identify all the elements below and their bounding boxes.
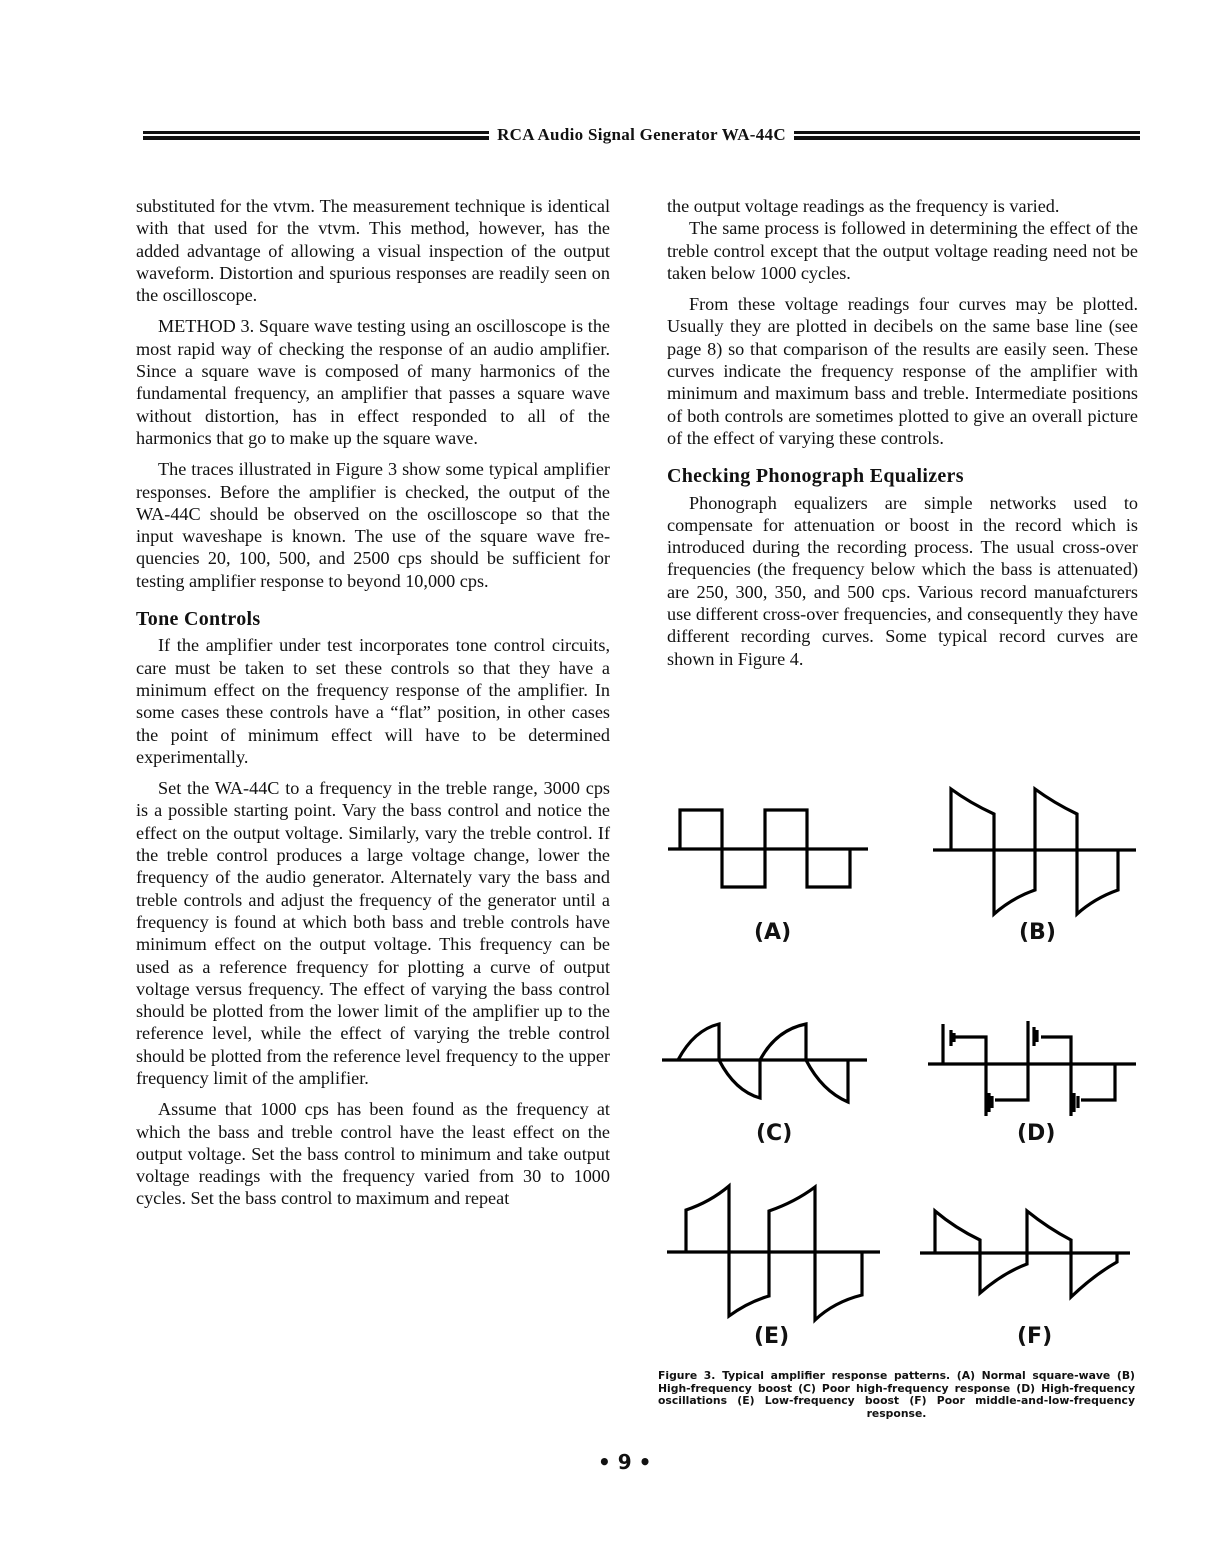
waveform-f xyxy=(920,1211,1130,1297)
paragraph: The same process is followed in determining the effect of the treble control except that the output voltage reading need not be taken below 1000 cycles. xyxy=(667,218,1138,283)
figure-3 xyxy=(655,778,1150,1368)
figure-caption: Figure 3. Typical amplifier response patterns. (A) Normal square-wave (B) High-frequency boost (C) Poor high-frequency response (D) High-frequency oscillations (E) Low-frequency boost (F) Poor middle-and-low-frequency response. xyxy=(658,1369,1135,1420)
header-rule-left xyxy=(143,131,489,140)
trace-d xyxy=(943,1021,1115,1116)
running-header xyxy=(143,124,1140,146)
waveform-diagrams xyxy=(655,778,1150,1368)
figure-label-c: (C) xyxy=(756,1121,793,1146)
page-number: • 9 • xyxy=(598,1450,652,1474)
figure-label-d: (D) xyxy=(1017,1121,1056,1146)
figure-label-b: (B) xyxy=(1019,920,1056,945)
waveform-b xyxy=(933,789,1136,914)
section-heading-phonograph-equalizers: Checking Phonograph Equalizers xyxy=(667,465,964,488)
paragraph: METHOD 3. Square wave testing using an oscilloscope is the most rapid way of checking the response of an audio amplifier. Since a square wave is composed of many harmonics of the fundamental frequency, an amplifier that passes a square wave without distortion, has in effect responded to all of the harmonics that go to make up the square wave. xyxy=(136,316,610,448)
section-heading-tone-controls: Tone Controls xyxy=(136,608,261,631)
header-rule-right xyxy=(794,131,1140,140)
paragraph: The traces illustrated in Figure 3 show some typical amplifier responses. Before the amplifier is checked, the output of the WA-44C should be observed on the oscilloscope so that the input waveshape is known. The use of the square wave frequencies 20, 100, 500, and 2500 cps should be sufficient for testing amplifier response to beyond 10,000 cps. xyxy=(136,459,610,591)
waveform-e xyxy=(667,1186,880,1320)
figure-label-e: (E) xyxy=(754,1324,790,1349)
waveform-d xyxy=(928,1021,1136,1116)
paragraph: Assume that 1000 cps has been found as the frequency at which the bass and treble control have the least effect on the output voltage. Set the bass control to minimum and take output voltage readings with the frequency varied from 30 to 1000 cycles. Set the bass control to maximum and repeat xyxy=(136,1099,610,1209)
paragraph: If the amplifier under test incorporates tone control circuits, care must be taken to set these controls so that they have a minimum effect on the frequency response of the amplifier. In some cases these controls have a “flat” position, in other cases the point of minimum effect will have to be determined experimentally. xyxy=(136,635,610,767)
paragraph: the output voltage readings as the frequency is varied. xyxy=(667,196,1060,216)
figure-label-a: (A) xyxy=(754,920,792,945)
waveform-a xyxy=(668,810,868,887)
paragraph: substituted for the vtvm. The measurement technique is identical with that used for the vtvm. This method, however, has the added advantage of allowing a visual inspection of the output waveform. Distortion and spurious responses are readily seen on the oscilloscope. xyxy=(136,196,610,306)
right-column xyxy=(667,195,1138,679)
waveform-c xyxy=(662,1024,867,1102)
paragraph: Phonograph equalizers are simple networks used to compensate for attenuation or boost in the record which is introduced during the recording process. The usual cross-over frequencies (the frequency below which the bass is attenuated) are 250, 300, 350, and 500 cps. Various record manuafcturers use different cross-over frequencies, and consequently they have different recording curves. Some typical record curves are shown in Figure 4. xyxy=(667,492,1138,669)
left-column xyxy=(136,195,610,1210)
header-title: RCA Audio Signal Generator WA-44C xyxy=(497,125,786,144)
paragraph: Set the WA-44C to a frequency in the treble range, 3000 cps is a possible starting point. Vary the bass control and notice the effect on the output voltage. Similarly, vary the treble control. If the treble control produces a large voltage change, lower the frequency of the audio generator. Alternately vary the bass and treble controls and adjust the frequency of the generator until a frequency is found at which both bass and treble controls have minimum effect on the output voltage. This frequency can be used as a reference frequency for plotting a curve of output voltage versus frequency. The effect of varying the bass control should be plotted from the lower limit of the amplifier up to the reference level, while the effect of varying the treble control should be plotted from the reference level frequency to the upper frequency limit of the amplifier. xyxy=(136,778,610,1088)
paragraph: From these voltage readings four curves may be plotted. Usually they are plotted in decibels on the same base line (see page 8) so that comparison of the results are easily seen. These curves indicate the frequency response of the amplifier with minimum and maximum bass and treble. Intermediate positions of both controls are sometimes plotted to give an overall picture of the effect of varying these controls. xyxy=(667,294,1138,448)
figure-label-f: (F) xyxy=(1017,1324,1053,1349)
trace-c xyxy=(678,1024,848,1102)
